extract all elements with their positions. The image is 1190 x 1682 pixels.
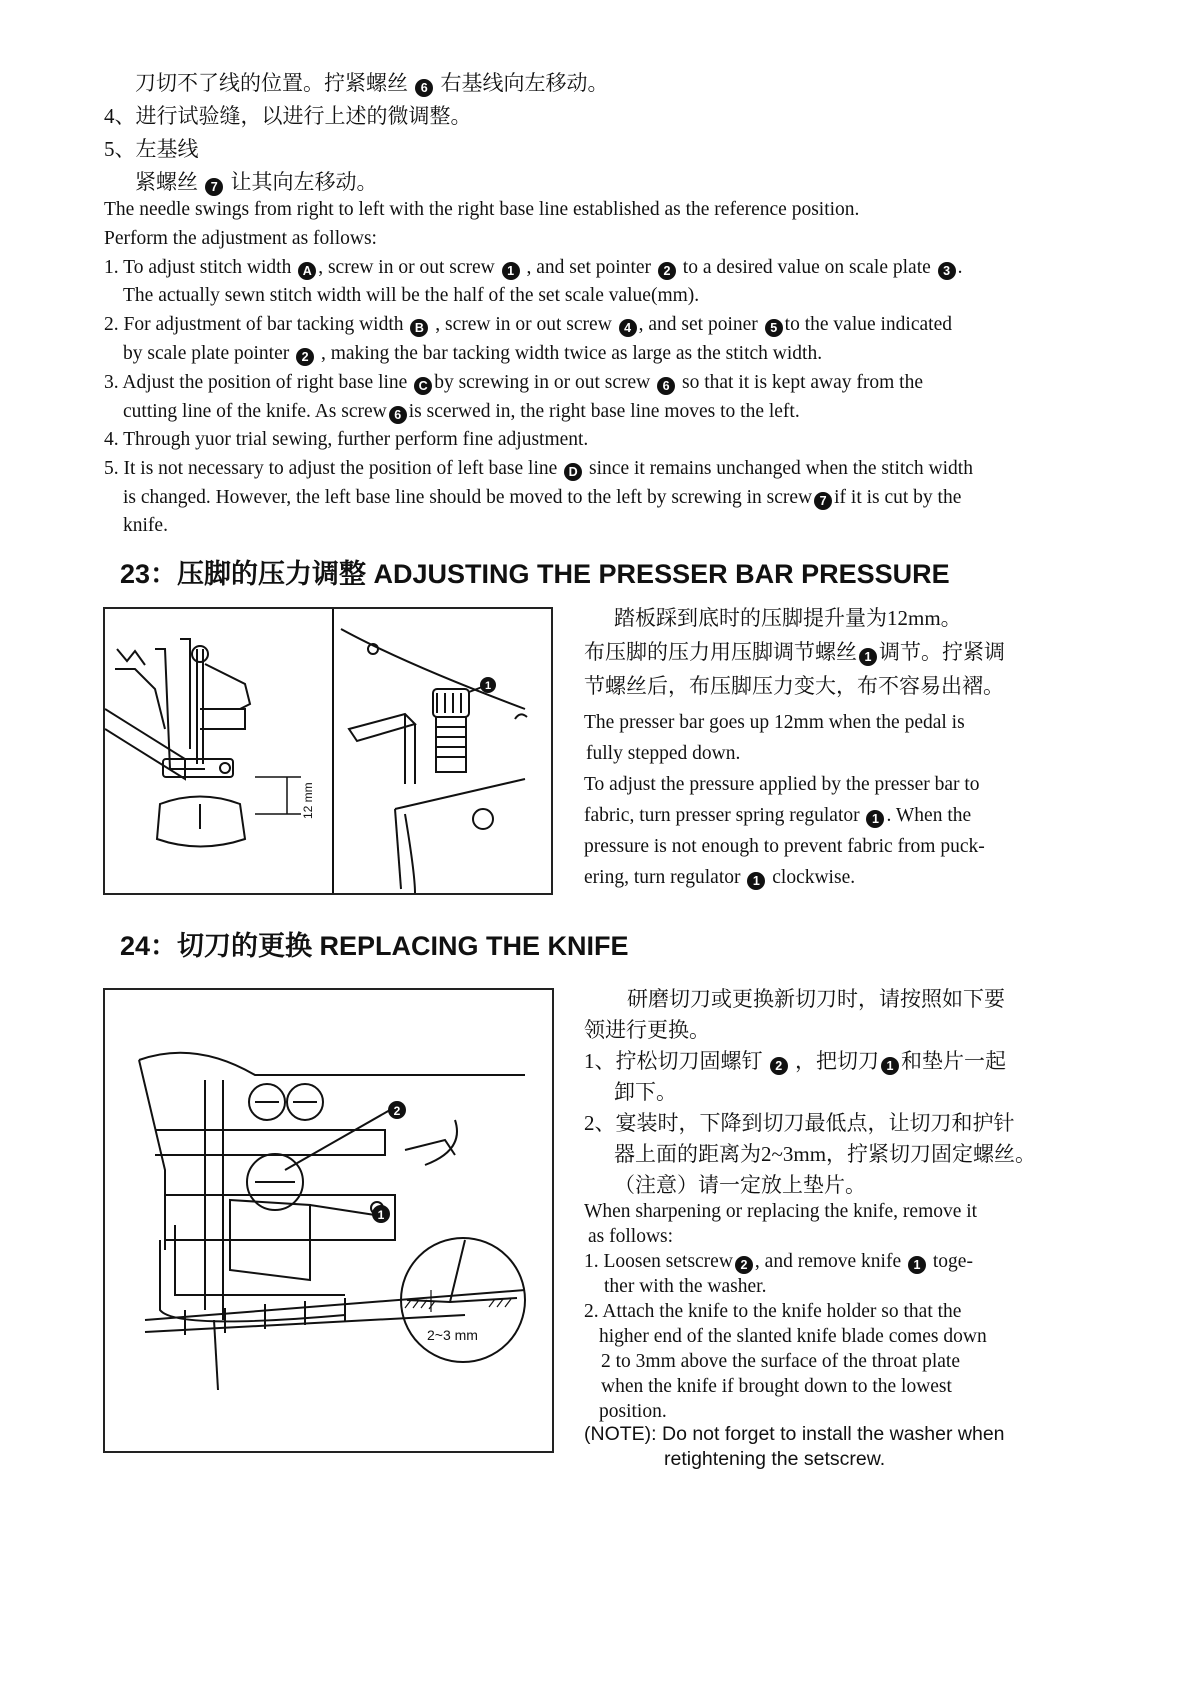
sec23-en-2: fully stepped down. <box>586 743 741 764</box>
en-para-2: Perform the adjustment as follows: <box>104 228 377 249</box>
sec24-en-3: 1. Loosen setscrew 2 , and remove knife 1 toge- <box>584 1251 973 1272</box>
knife-illustration <box>105 990 552 1451</box>
zh-line-4: 紧螺丝 7 让其向左移动。 <box>135 170 378 194</box>
sec24-zh-3: 1、拧松切刀固螺钉 2 ，把切刀 1 和垫片一起 <box>584 1049 1006 1073</box>
en-item-4: 4. Through yuor trial sewing, further perform fine adjustment. <box>104 429 589 450</box>
sec24-en-2: as follows: <box>588 1226 674 1247</box>
section-23-heading: 23：压脚的压力调整 ADJUSTING THE PRESSER BAR PRESSURE <box>120 559 950 589</box>
sec24-en-1: When sharpening or replacing the knife, remove it <box>584 1201 978 1222</box>
fig24-callout-2: 2 <box>393 1104 401 1118</box>
callout-7: 7 <box>205 178 223 196</box>
sec24-en-6: higher end of the slanted knife blade comes down <box>599 1326 987 1347</box>
callout-6: 6 <box>415 79 433 97</box>
en-item-2a: 2. For adjustment of bar tacking width B , screw in or out screw 4 , and set poiner 5 to the value indicated <box>104 314 952 335</box>
sec23-en-5: pressure is not enough to prevent fabric from puck- <box>584 836 985 857</box>
sec24-note-1: (NOTE): Do not forget to install the washer when <box>584 1423 1005 1445</box>
en-item-5a: 5. It is not necessary to adjust the position of left base line D since it remains unchanged when the stitch width <box>104 458 973 479</box>
sec24-en-9: position. <box>599 1401 667 1422</box>
en-item-5c: knife. <box>123 515 168 536</box>
presser-bar-illustration <box>105 609 551 893</box>
presser-bar-figure <box>103 607 553 895</box>
sec24-note-2: retightening the setscrew. <box>664 1448 886 1470</box>
sec24-zh-4: 卸下。 <box>614 1080 677 1104</box>
en-para-1: The needle swings from right to left with the right base line established as the reference position. <box>104 199 860 220</box>
sec23-en-3: To adjust the pressure applied by the presser bar to <box>584 774 980 795</box>
sec24-en-8: when the knife if brought down to the lowest <box>601 1376 952 1397</box>
sec24-zh-7: （注意）请一定放上垫片。 <box>614 1173 866 1197</box>
en-item-5b: is changed. However, the left base line should be moved to the left by screwing in screw 7 if it is cut by the <box>123 487 962 508</box>
fig23-callout-1: 1 <box>484 680 492 692</box>
sec24-zh-6: 器上面的距离为2~3mm，拧紧切刀固定螺丝。 <box>614 1142 1037 1166</box>
sec23-zh-1: 踏板踩到底时的压脚提升量为12mm。 <box>614 606 962 630</box>
zh-line-1: 刀切不了线的位置。拧紧螺丝 6 右基线向左移动。 <box>135 71 609 95</box>
en-item-3b: cutting line of the knife. As screw 6 is scerwed in, the right base line moves to the left. <box>123 401 800 422</box>
sec24-zh-5: 2、宴装时，下降到切刀最低点，让切刀和护针 <box>584 1111 1015 1135</box>
en-item-3a: 3. Adjust the position of right base line C by screwing in or out screw 6 so that it is kept away from the <box>104 372 924 393</box>
fig24-callout-1: 1 <box>377 1208 385 1222</box>
section-24-heading: 24：切刀的更换 REPLACING THE KNIFE <box>120 931 629 961</box>
fig23-dimension-12mm: 12 mm <box>301 782 315 819</box>
sec24-zh-1: 研磨切刀或更换新切刀时，请按照如下要 <box>627 987 1005 1011</box>
zh-line-2: 4、进行试验缝，以进行上述的微调整。 <box>104 104 472 128</box>
sec24-en-5: 2. Attach the knife to the knife holder so that the <box>584 1301 962 1322</box>
knife-figure <box>103 988 554 1453</box>
zh-line-3: 5、左基线 <box>104 137 199 161</box>
en-item-1b: The actually sewn stitch width will be the half of the set scale value(mm). <box>123 285 700 306</box>
en-item-1a: 1. To adjust stitch width A , screw in or out screw 1 , and set pointer 2 to a desired value on scale plate 3 . <box>104 257 963 278</box>
sec23-zh-3: 节螺丝后，布压脚压力变大，布不容易出褶。 <box>584 674 1004 698</box>
sec23-zh-2: 布压脚的压力用压脚调节螺丝 1 调节。拧紧调 <box>584 640 1005 664</box>
sec23-en-4: fabric, turn presser spring regulator 1 . When the <box>584 805 972 826</box>
fig24-dimension-2-3mm: 2~3 mm <box>427 1327 478 1343</box>
sec24-en-7: 2 to 3mm above the surface of the throat plate <box>601 1351 960 1372</box>
sec23-en-1: The presser bar goes up 12mm when the pedal is <box>584 712 965 733</box>
sec23-en-6: ering, turn regulator 1 clockwise. <box>584 867 856 888</box>
en-item-2b: by scale plate pointer 2 , making the bar tacking width twice as large as the stitch width. <box>123 343 823 364</box>
sec24-zh-2: 领进行更换。 <box>584 1018 710 1042</box>
sec24-en-4: ther with the washer. <box>604 1276 767 1297</box>
